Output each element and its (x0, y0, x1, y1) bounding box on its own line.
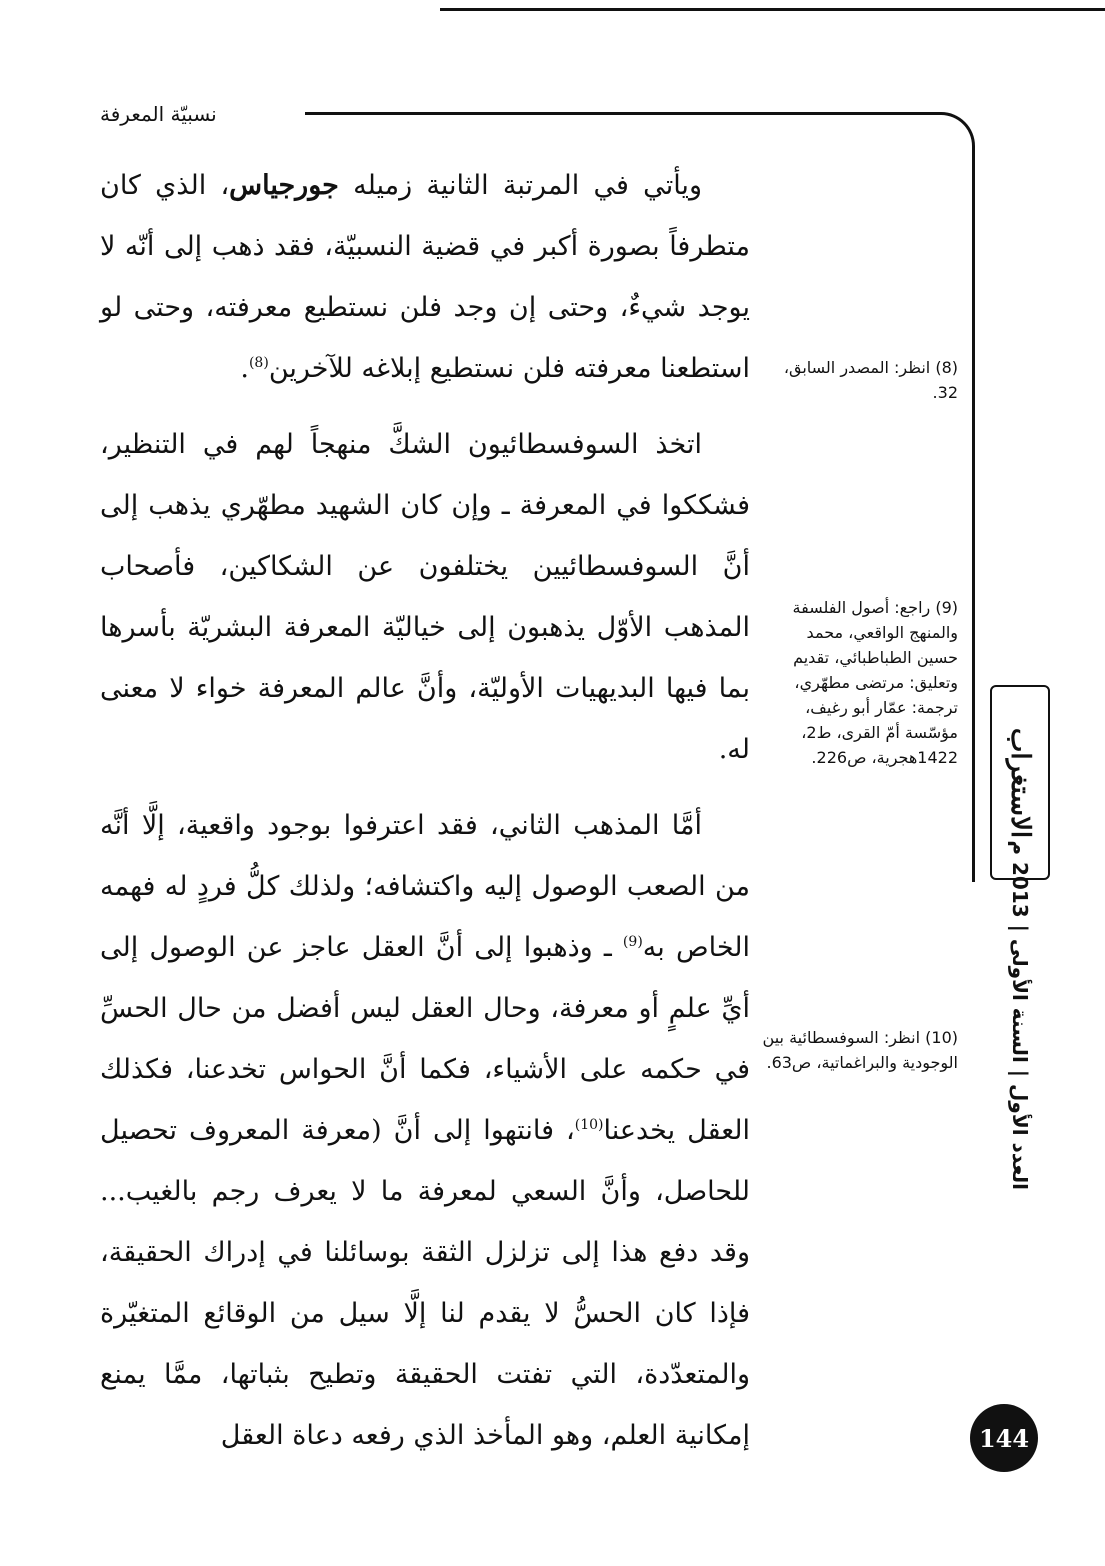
p3-text-c: ، فانتهوا إلى أنَّ (معرفة المعروف تحصيل للحاصل، وأنَّ السعي لمعرفة ما لا يعرف رجم بالغيب... وقد دفع هذا إلى تزلزل الثقة بوسائلنا في إدراك الحقيقة، فإذا كان الحسُّ لا يقدم لنا إلَّا سيل من الوقائع المتغيّرة والمتعدّدة، التي تفتت الحقيقة وتطيح بثباتها، ممَّا يمنع إمكانية العلم، وهو المأخذ الذي رفعه دعاة العقل (100, 1115, 750, 1451)
main-text (100, 155, 750, 1466)
page-number: 144 (970, 1404, 1038, 1472)
sidenote-9-text: (9) راجع: أصول الفلسفة والمنهج الواقعي، محمد حسين الطباطبائي، تقديم وتعليق: مرتضى مطهّري، ترجمة: عمّار أبو رغيف، مؤسّسة أمّ القرى، ط2، 1422هجرية، ص226. (792, 598, 958, 767)
p2-text: اتخذ السوفسطائيون الشكَّ منهجاً لهم في التنظير، فشككوا في المعرفة ـ وإن كان الشهيد مطهّري يذهب إلى أنَّ السوفسطائيين يختلفون عن الشكاكين، فأصحاب المذهب الأوّل يذهبون إلى خياليّة المعرفة البشريّة بأسرها بما فيها البديهيات الأوليّة، وأنَّ عالم المعرفة خواء لا معنى له. (100, 429, 750, 765)
paragraph-2 (100, 414, 750, 780)
p1-bold-name: جورجياس (229, 170, 339, 201)
sidenote-9 (762, 595, 958, 770)
issue-label: العدد الأول | السنة الأولى | 2013 م (1008, 840, 1032, 1190)
sidenote-8 (762, 355, 958, 405)
sidenote-10-text: (10) انظر: السوفسطائية بين الوجودية والبراغماتية، ص63. (762, 1028, 958, 1072)
paragraph-1 (100, 155, 750, 399)
top-rule (440, 8, 1105, 11)
p3-text-b: ـ وذهبوا إلى أنَّ العقل عاجز عن الوصول إلى أيِّ علمٍ أو معرفة، وحال العقل ليس أفضل من حال الحسِّ في حكمه على الأشياء، فكما أنَّ الحواس تخدعنا، فكذلك العقل يخدعنا (100, 932, 750, 1146)
p1-text-a: ويأتي في المرتبة الثانية زميله (338, 170, 702, 201)
footnote-ref-8: (8) (248, 355, 269, 371)
p3-text-a: أمَّا المذهب الثاني، فقد اعترفوا بوجود واقعية، إلَّا أنَّه من الصعب الوصول إليه واكتشافه؛ ولذلك كلُّ فردٍ له فهمه الخاص به (100, 810, 750, 963)
p1-text-b: ، الذي كان متطرفاً بصورة أكبر في قضية النسبيّة، فقد ذهب إلى أنّه لا يوجد شيءٌ، وحتى إن وجد فلن نستطيع معرفته، وحتى لو استطعنا معرفته فلن نستطيع إبلاغه للآخرين (100, 170, 750, 384)
journal-logo-text: الاستغراب (1005, 727, 1035, 838)
footnote-ref-9: (9) (622, 934, 643, 950)
sidenote-10 (762, 1025, 958, 1075)
running-header: نسبيّة المعرفة (100, 102, 217, 126)
footnote-ref-10: (10) (574, 1117, 604, 1133)
sidenote-8-text: (8) انظر: المصدر السابق، 32. (783, 358, 958, 402)
p1-end: . (240, 353, 249, 384)
paragraph-3 (100, 795, 750, 1466)
